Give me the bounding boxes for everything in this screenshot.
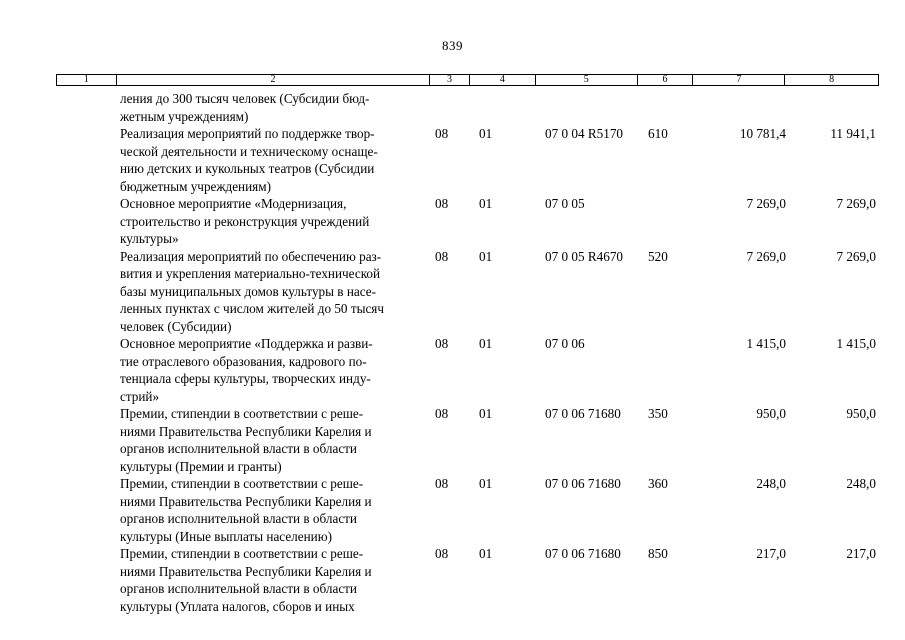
- row-target-article: 07 0 05: [545, 196, 585, 211]
- page-number: 839: [442, 38, 463, 53]
- row-expense-type: 350: [648, 406, 668, 421]
- row-subsection-code: 01: [479, 336, 493, 351]
- row-subsection-code: 01: [479, 126, 493, 141]
- row-subsection-code: 01: [479, 196, 493, 211]
- row-sum-year1: 950,0: [756, 406, 786, 421]
- table-row: [0, 125, 905, 195]
- table-row: [0, 545, 905, 615]
- column-number-8: 8: [784, 75, 878, 85]
- row-sum-year1: 217,0: [756, 546, 786, 561]
- row-subsection-code: 01: [479, 248, 493, 264]
- row-sum-year1: 7 269,0: [746, 248, 786, 264]
- row-sum-year2: 11 941,1: [830, 126, 876, 141]
- row-subsection-code: 01: [479, 406, 493, 421]
- row-sum-year1: 7 269,0: [746, 196, 786, 211]
- row-description: Основное мероприятие «Модернизация, строительство и реконструкция учреждений культуры»: [120, 196, 370, 246]
- column-number-2: 2: [116, 75, 429, 85]
- row-sum-year2: 950,0: [846, 406, 876, 421]
- column-number-3: 3: [429, 75, 469, 85]
- column-number-7: 7: [692, 75, 784, 85]
- row-section-code: 08: [435, 248, 449, 264]
- row-sum-year1: 1 415,0: [746, 336, 786, 351]
- row-sum-year2: 7 269,0: [836, 248, 876, 264]
- table-row: [0, 90, 905, 125]
- column-number-5: 5: [535, 75, 637, 85]
- row-subsection-code: 01: [479, 476, 493, 491]
- table-row: [0, 248, 905, 336]
- row-subsection-code: 01: [479, 546, 493, 561]
- row-expense-type: 360: [648, 476, 668, 491]
- row-section-code: 08: [435, 336, 449, 351]
- budget-table-body: [0, 90, 905, 615]
- column-number-1: 1: [83, 74, 89, 85]
- row-description: Премии, стипендии в соответствии с реше- ниями Правительства Республики Карелия и органов исполнительной власти в области культуры (Премии и гранты): [120, 406, 372, 474]
- row-sum-year1: 10 781,4: [739, 126, 786, 141]
- table-row: [0, 195, 905, 248]
- row-description: Реализация мероприятий по поддержке твор- ческой деятельности и техническому оснаще- нию детских и кукольных театров (Субсидии бюджетным учреждениям): [120, 126, 378, 194]
- table-row: [0, 335, 905, 405]
- row-description: ления до 300 тысяч человек (Субсидии бюд- жетным учреждениям): [120, 91, 370, 124]
- row-description: Реализация мероприятий по обеспечению раз- вития и укрепления материально-технической базы муниципальных домов культуры в насе- ленных пунктах с числом жителей до 50 тысяч человек (Субсидии): [120, 248, 385, 334]
- row-sum-year2: 248,0: [846, 476, 876, 491]
- row-expense-type: 850: [648, 546, 668, 561]
- row-target-article: 07 0 06: [545, 336, 585, 351]
- table-header-row: [56, 74, 879, 86]
- row-target-article: 07 0 06 71680: [545, 406, 621, 421]
- column-number-6: 6: [637, 75, 693, 85]
- row-expense-type: 520: [648, 248, 668, 264]
- row-section-code: 08: [435, 196, 449, 211]
- row-sum-year2: 217,0: [846, 546, 876, 561]
- row-expense-type: 610: [648, 126, 668, 141]
- row-section-code: 08: [435, 126, 449, 141]
- table-row: [0, 405, 905, 475]
- row-description: Основное мероприятие «Поддержка и разви- тие отраслевого образования, кадрового по- тенциала сферы культуры, творческих инду- стрий»: [120, 336, 373, 404]
- row-target-article: 07 0 06 71680: [545, 476, 621, 491]
- row-section-code: 08: [435, 476, 449, 491]
- row-target-article: 07 0 04 R5170: [545, 126, 624, 141]
- row-description: Премии, стипендии в соответствии с реше- ниями Правительства Республики Карелия и органов исполнительной власти в области культуры (Уплата налогов, сборов и иных: [120, 546, 372, 614]
- row-target-article: 07 0 05 R4670: [545, 248, 624, 264]
- row-section-code: 08: [435, 546, 449, 561]
- row-sum-year2: 7 269,0: [836, 196, 876, 211]
- column-number-4: 4: [469, 75, 535, 85]
- row-description: Премии, стипендии в соответствии с реше- ниями Правительства Республики Карелия и органов исполнительной власти в области культуры (Иные выплаты населению): [120, 476, 372, 544]
- row-sum-year1: 248,0: [756, 476, 786, 491]
- row-sum-year2: 1 415,0: [836, 336, 876, 351]
- row-section-code: 08: [435, 406, 449, 421]
- table-row: [0, 475, 905, 545]
- row-target-article: 07 0 06 71680: [545, 546, 621, 561]
